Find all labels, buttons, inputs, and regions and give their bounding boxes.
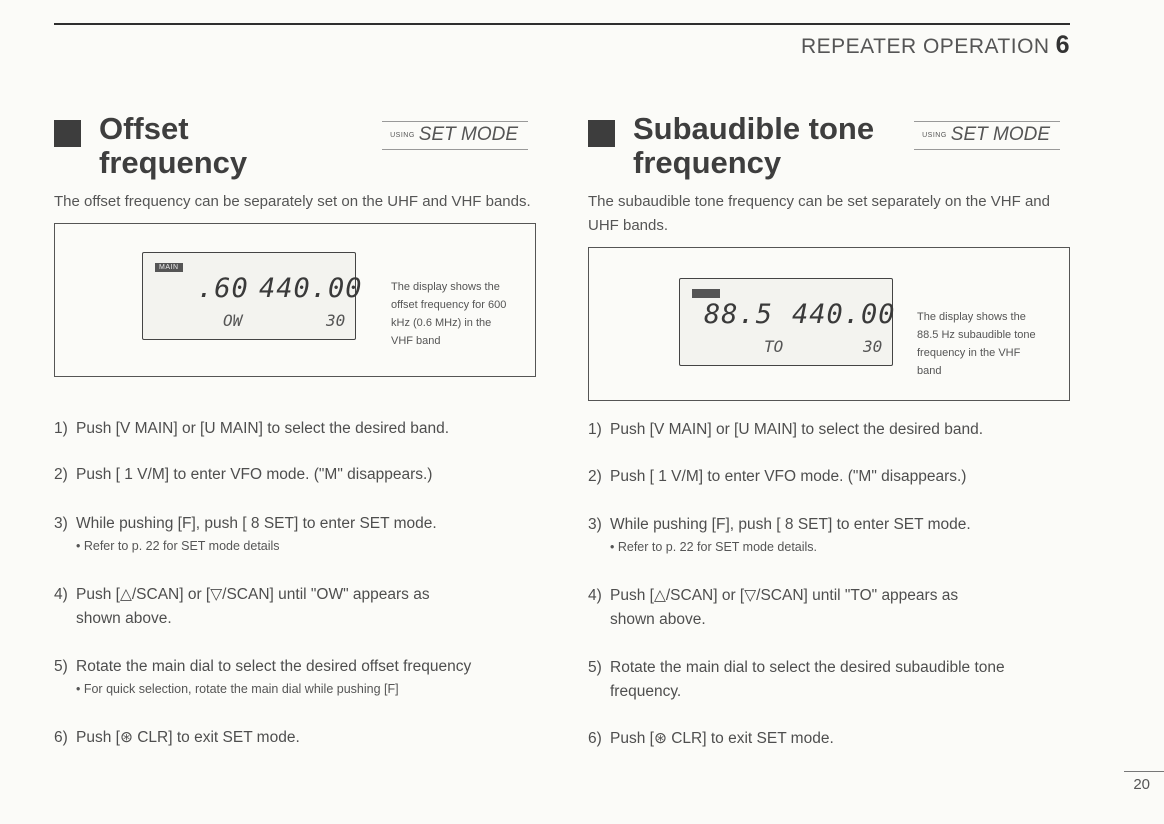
main-indicator <box>692 289 720 298</box>
main-indicator: MAIN <box>155 263 183 272</box>
display-caption: The display shows the offset frequency for 600 kHz (0.6 MHz) in the VHF band <box>391 281 507 347</box>
list-item: 6) Push [⊛ CLR] to exit SET mode. <box>54 729 300 746</box>
list-item: 1) Push [V MAIN] or [U MAIN] to select the desired band. <box>54 420 450 437</box>
lcd-mode-code: TO <box>764 337 784 356</box>
list-item: 4) Push [△/SCAN] or [▽/SCAN] until "TO" appears as shown above. <box>588 587 959 628</box>
section-bullet-icon <box>588 120 615 147</box>
section-title: Subaudible tone frequency <box>633 111 875 180</box>
section-bullet-icon <box>54 120 81 147</box>
list-item: 4) Push [△/SCAN] or [▽/SCAN] until "OW" appears as shown above. <box>54 586 430 627</box>
lcd-frequency-value: 440.00 <box>792 299 896 330</box>
list-item: 2) Push [ 1 V/M] to enter VFO mode. ("M" disappears.) <box>588 468 967 485</box>
top-rule <box>54 23 1070 25</box>
lcd-channel-value: 30 <box>326 311 346 330</box>
lcd-offset-value: .60 <box>197 273 249 304</box>
list-item: 1) Push [V MAIN] or [U MAIN] to select the desired band. <box>588 421 984 438</box>
offset-frequency-section <box>54 111 536 746</box>
lcd-tone-value: 88.5 <box>704 299 774 330</box>
lcd-display <box>142 252 363 340</box>
list-item: 5) Rotate the main dial to select the desired offset frequency • For quick selection, rotate the main dial while pushing [F] <box>54 658 472 696</box>
list-item: 3) While pushing [F], push [ 8 SET] to enter SET mode. • Refer to p. 22 for SET mode details <box>54 515 437 553</box>
list-item: 3) While pushing [F], push [ 8 SET] to enter SET mode. • Refer to p. 22 for SET mode details. <box>588 516 971 554</box>
section-heading <box>588 112 1070 186</box>
lcd-mode-code: OW <box>223 311 243 330</box>
list-item: 6) Push [⊛ CLR] to exit SET mode. <box>588 730 834 747</box>
display-caption: The display shows the 88.5 Hz subaudible tone frequency in the VHF band <box>917 311 1036 377</box>
display-figure <box>588 247 1070 401</box>
lcd-display <box>679 278 896 366</box>
page-number-rule <box>1124 771 1164 772</box>
section-intro: The subaudible tone frequency can be set separately on the VHF and UHF bands. <box>588 193 1050 234</box>
display-figure <box>54 223 536 377</box>
section-intro: The offset frequency can be separately set on the UHF and VHF bands. <box>54 193 531 210</box>
page-number: 20 <box>1133 776 1150 793</box>
lcd-frequency-value: 440.00 <box>259 273 363 304</box>
list-item: 2) Push [ 1 V/M] to enter VFO mode. ("M" disappears.) <box>54 466 433 483</box>
page-header <box>801 31 1070 60</box>
using-set-mode-badge: USING SET MODE <box>914 121 1060 150</box>
using-set-mode-badge: USING SET MODE <box>382 121 528 150</box>
lcd-channel-value: 30 <box>863 337 883 356</box>
section-title: Offset frequency <box>99 111 248 180</box>
section-heading <box>54 112 536 186</box>
chapter-number: 6 <box>1055 31 1070 59</box>
header-title: REPEATER OPERATION <box>801 35 1050 58</box>
list-item: 5) Rotate the main dial to select the desired subaudible tone frequency. <box>588 659 1005 700</box>
subaudible-tone-section <box>588 111 1070 747</box>
